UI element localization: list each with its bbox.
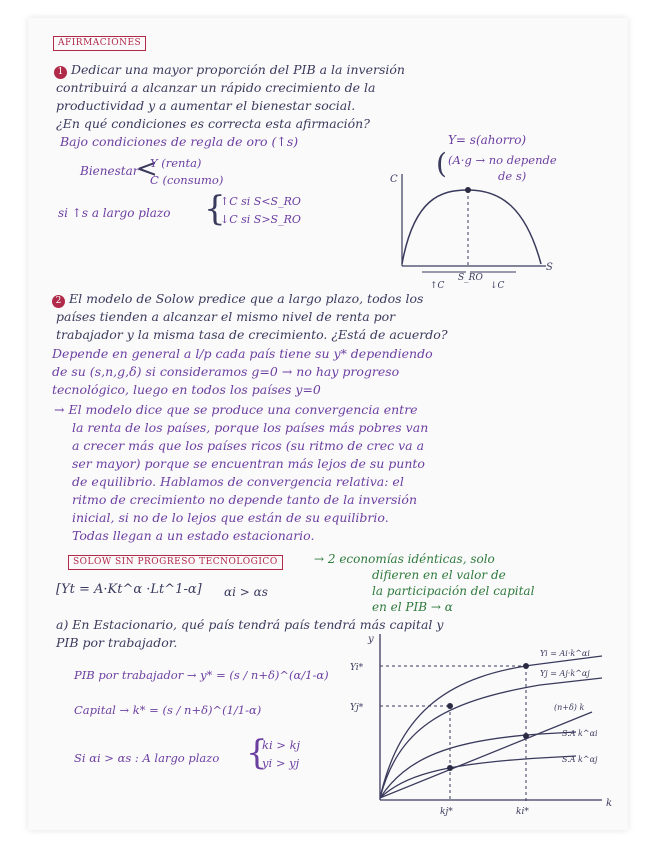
note-paren-left: ( <box>436 147 447 180</box>
sai-label: S.A k^αi <box>562 729 598 738</box>
ki-star-label: ki* <box>516 807 529 817</box>
bienestar-label: Bienestar <box>80 164 139 178</box>
question-a-line-2: PIB por trabajador. <box>56 635 178 650</box>
consumo-label: C (consumo) <box>150 173 224 187</box>
long-run-brace: { <box>204 189 226 229</box>
yi-star-point <box>523 663 529 669</box>
q2-line-11: de equilibrio. Hablamos de convergencia relativa: el <box>72 474 404 489</box>
q2-line-7: → El modelo dice que se produce una convergencia entre <box>54 402 418 417</box>
saj-label: S.A k^αj <box>562 755 598 764</box>
q1-line-3: productividad y a aumentar el bienestar social. <box>56 98 356 113</box>
yi-star-label: Yi* <box>350 663 364 673</box>
yj-curve-label: Yj = Aj·k^αj <box>540 669 590 678</box>
q2-line-13: inicial, si no de lo lejos que están de su equilibrio. <box>72 510 389 525</box>
notebook-page <box>28 18 628 830</box>
case-decrease: ↓C si S>S_RO <box>220 213 301 226</box>
q1-number-badge: 1 <box>54 66 67 79</box>
solow-note-1: → 2 economías idénticas, solo <box>314 552 495 566</box>
y-savings-eq: Y= s(ahorro) <box>448 133 527 147</box>
solow-note-3: la participación del capital <box>372 584 535 598</box>
gr-peak-point <box>465 187 471 193</box>
gr-c-label: C <box>390 174 398 185</box>
solow-note-2: difieren en el valor de <box>372 568 506 582</box>
q1-line-4: ¿En qué condiciones es correcta esta afirmación? <box>56 116 370 131</box>
bienestar-brace: < <box>136 154 158 184</box>
q2-number-badge: 2 <box>52 295 65 308</box>
pib-formula: PIB por trabajador → y* = (s / n+δ)^(α/1-α) <box>74 668 329 682</box>
gr-right-arrow-label: ↓C <box>490 281 505 291</box>
section-tag-afirmaciones: AFIRMACIONES <box>53 36 146 51</box>
q2-line-10: ser mayor) porque se encuentran más lejos de su punto <box>72 456 425 471</box>
q2-line-4: Depende en general a l/p cada país tiene su y* dependiendo <box>52 346 433 361</box>
curve-yj <box>380 678 602 798</box>
ki-star-point <box>523 733 529 739</box>
solow-x-axis-label: k <box>606 798 613 809</box>
q2-line-2: países tienden a alcanzar el mismo nivel de renta por <box>56 309 396 324</box>
curve-saj <box>380 756 576 798</box>
q2-line-8: la renta de los países, porque los países más pobres van <box>72 420 429 435</box>
yj-star-point <box>447 703 453 709</box>
result-brace: { <box>246 733 268 773</box>
gr-sro-label: S_RO <box>458 273 483 283</box>
q2-line-1: 2 El modelo de Solow predice que a largo plazo, todos los <box>52 293 423 308</box>
q1-line-1: 1 Dedicar una mayor proporción del PIB a la inversión <box>54 64 405 79</box>
q2-line-14: Todas llegan a un estado estacionario. <box>72 528 315 543</box>
yi-curve-label: Yi = Ai·k^αi <box>540 649 590 658</box>
golden-rule-text: Bajo condiciones de regla de oro (↑s) <box>60 134 299 149</box>
renta-label: Y (renta) <box>150 156 202 170</box>
capital-formula: Capital → k* = (s / n+δ)^(1/1-α) <box>74 703 262 717</box>
result-k: ki > kj <box>262 738 301 752</box>
golden-rule-graph <box>386 168 561 293</box>
q1-line-2: contribuirá a alcanzar un rápido crecimiento de la <box>56 80 376 95</box>
result-y: yi > yj <box>262 756 300 770</box>
question-a-line-1: a) En Estacionario, qué país tendrá país tendrá más capital y <box>56 617 444 632</box>
production-function: [Yt = A·Kt^α ·Lt^1-α] <box>56 582 202 597</box>
section-tag-solow: SOLOW SIN PROGRESO TECNOLÓGICO <box>68 555 283 570</box>
consumption-curve <box>402 190 541 264</box>
si-condition: Si αi > αs : A largo plazo <box>74 751 220 765</box>
solow-graph <box>340 630 625 820</box>
q2-line-9: a crecer más que los países ricos (su ritmo de crec va a <box>72 438 425 453</box>
note-line-2: de s) <box>498 169 527 183</box>
case-increase: ↑C si S<S_RO <box>220 195 301 208</box>
gr-left-arrow-label: ↑C <box>430 281 445 291</box>
solow-note-4: en el PIB → α <box>372 600 453 614</box>
curve-sai <box>380 732 576 798</box>
q2-line-6: tecnológico, luego en todos los países y=0 <box>52 382 321 397</box>
dep-line-label: (n+δ) k <box>554 703 585 712</box>
note-line-1: (A·g → no depende <box>448 153 557 167</box>
kj-star-label: kj* <box>440 807 453 817</box>
yj-star-label: Yj* <box>350 703 364 713</box>
gr-s-label: S <box>546 262 553 273</box>
q2-line-12: ritmo de crecimiento no depende tanto de la inversión <box>72 492 418 507</box>
alpha-condition: αi > αs <box>224 585 268 599</box>
q2-line-3: trabajador y la misma tasa de crecimiento. ¿Está de acuerdo? <box>56 327 448 342</box>
q2-line-5: de su (s,n,g,δ) si consideramos g=0 → no hay progreso <box>52 364 400 379</box>
long-run-label: si ↑s a largo plazo <box>58 206 171 220</box>
solow-y-axis-label: y <box>368 634 374 645</box>
kj-star-point <box>447 765 453 771</box>
